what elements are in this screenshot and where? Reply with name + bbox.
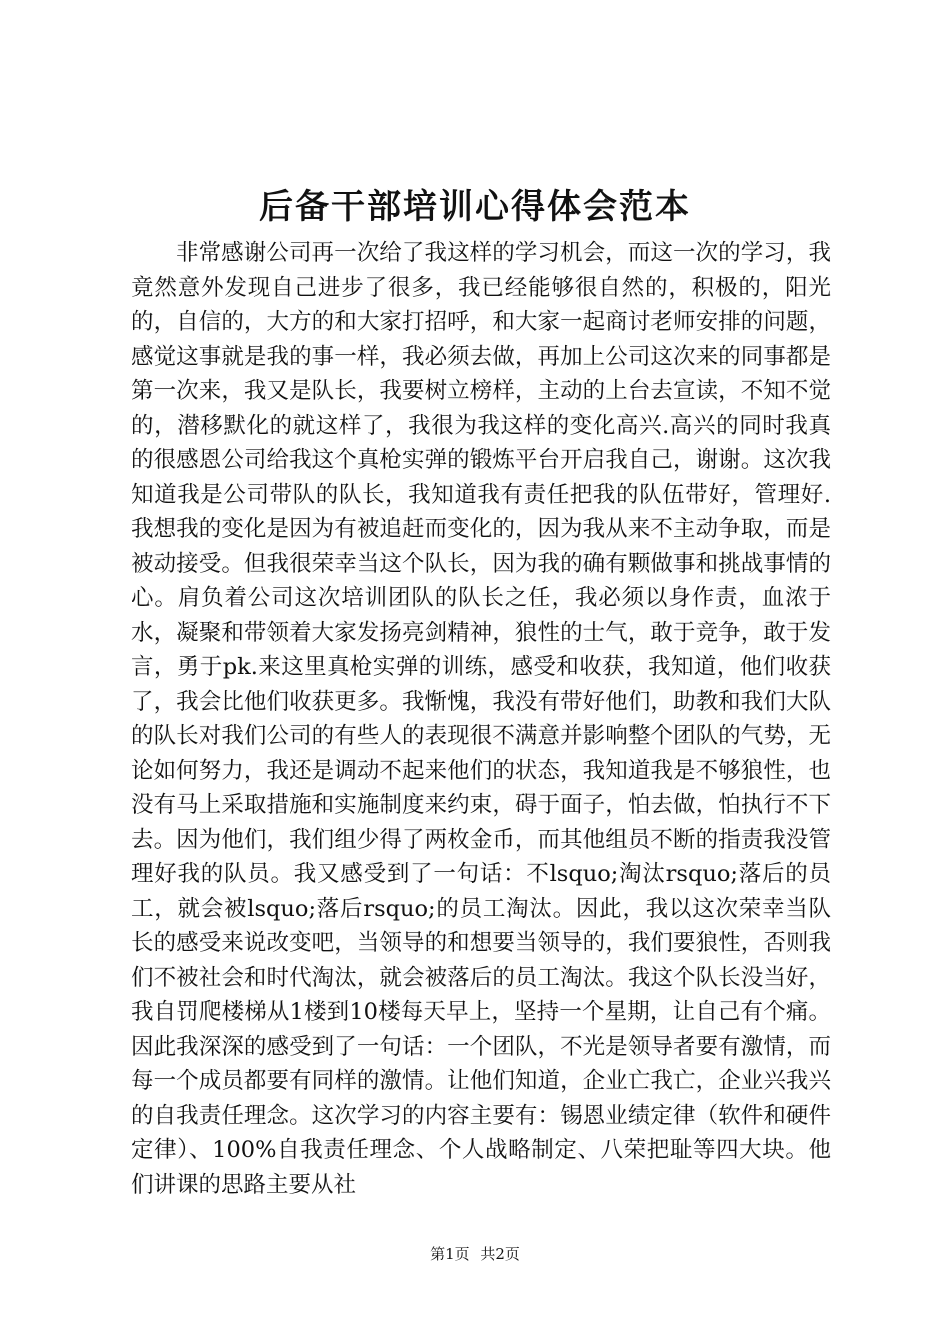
document-title: 后备干部培训心得体会范本 <box>259 187 691 227</box>
document-body-paragraph: 非常感谢公司再一次给了我这样的学习机会，而这一次的学习，我竟然意外发现自己进步了很多，我已经能够很自然的，积极的，阳光的，自信的，大方的和大家打招呼，和大家一起商讨老师安排的问题，感觉这事就是我的事一样，我必须去做，再加上公司这次来的同事都是第一次来，我又是队长，我要树立榜样，主动的上台去宣读，不知不觉的，潜移默化的就这样了，我很为我这样的变化高兴.高兴的同时我真的很感恩公司给我这个真枪实弹的锻炼平台开启我自己，谢谢。这次我知道我是公司带队的队长，我知道我有责任把我的队伍带好，管理好.我想我的变化是因为有被追赶而变化的，因为我从来不主动争取，而是被动接受。但我很荣幸当这个队长，因为我的确有颗做事和挑战事情的心。肩负着公司这次培训团队的队长之任，我必须以身作责，血浓于水，凝聚和带领着大家发扬亮剑精神，狼性的士气，敢于竞争，敢于发言，勇于pk.来这里真枪实弹的训练，感受和收获，我知道，他们收获了，我会比他们收获更多。我惭愧，我没有带好他们，助教和我们大队的队长对我们公司的有些人的表现很不满意并影响整个团队的气势，无论如何努力，我还是调动不起来他们的状态，我知道我是不够狼性，也没有马上采取措施和实施制度来约束，碍于面子，怕去做，怕执行不下去。因为他们，我们组少得了两枚金币，而其他组员不断的指责我没管理好我的队员。我又感受到了一句话：不lsquo;淘汰rsquo;落后的员工，就会被lsquo;落后rsquo;的员工淘汰。因此，我以这次荣幸当队长的感受来说改变吧，当领导的和想要当领导的，我们要狼性，否则我们不被社会和时代淘汰，就会被落后的员工淘汰。我这个队长没当好，我自罚爬楼梯从1楼到10楼每天早上，坚持一个星期，让自己有个痛。因此我深深的感受到了一句话：一个团队，不光是领导者要有激情，而每一个成员都要有同样的激情。让他们知道，企业亡我亡，企业兴我兴的自我责任理念。这次学习的内容主要有：锡恩业绩定律（软件和硬件定律）、100%自我责任理念、个人战略制定、八荣把耻等四大块。他们讲课的思路主要从社 <box>131 240 831 1198</box>
page-number: 第1页 <box>430 1245 470 1263</box>
page-total: 共2页 <box>480 1245 520 1263</box>
page-footer <box>0 1244 950 1264</box>
